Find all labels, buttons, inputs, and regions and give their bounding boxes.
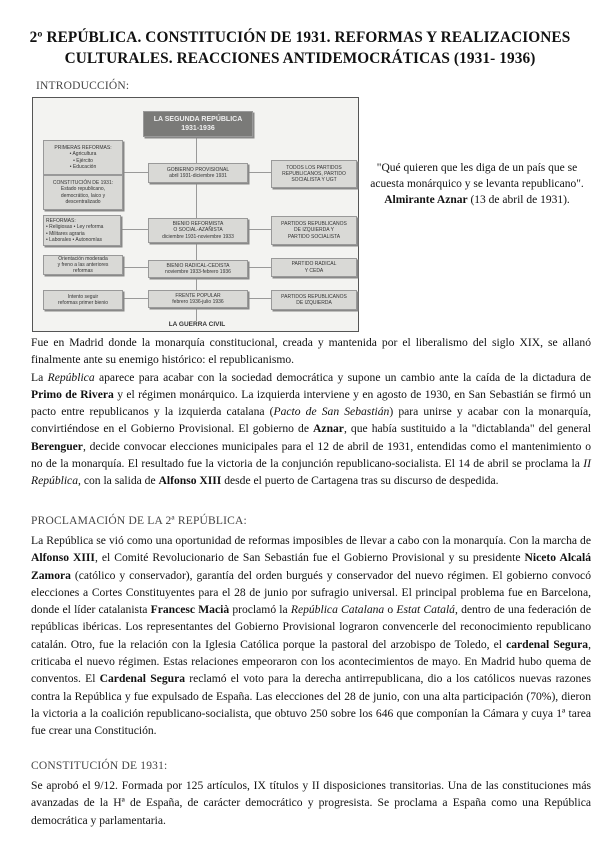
paragraph xyxy=(31,532,591,740)
diagram-connector xyxy=(121,267,148,268)
bold-text: Aznar xyxy=(313,422,344,436)
diagram-connector xyxy=(121,229,148,230)
text-run: Se aprobó el 9/12. Formada por 125 artículos, IX títulos y II disposiciones transitorias. Una de las constituciones más avanzadas de la Hª de España, de carácter democrático y progresista. Se proclama a España como una República democrática y parlamentaria. xyxy=(31,779,591,827)
diagram-connector xyxy=(246,229,271,230)
diagram-left-box: REFORMAS: • Religiosas • Ley reforma • Militares agraria • Laborales • Autonomías xyxy=(43,215,121,246)
diagram-period-box: BIENIO REFORMISTA O SOCIAL-AZAÑISTA diciembre 1931-noviembre 1933 xyxy=(148,218,248,243)
text-run: ) para unirse y acabar con la monarquía, convirtiéndose en el Gobierno Provisional. El gobierno de xyxy=(31,405,591,436)
diagram-left-box: Intento seguir reformas primer bienio xyxy=(43,290,123,310)
quote-date: (13 de abril de 1931). xyxy=(470,194,570,206)
bold-text: cardenal Segura xyxy=(506,637,589,651)
italic-text: Pacto de San Sebastián xyxy=(273,405,390,419)
bold-text: Primo de Rivera xyxy=(31,387,114,401)
quote-block xyxy=(362,160,592,208)
diagram-end-label: LA GUERRA CIVIL xyxy=(168,321,226,328)
diagram-left-box: CONSTITUCIÓN DE 1931: Estado republicano, democrático, laico y descentralizado xyxy=(43,175,123,210)
text-run: , decide convocar elecciones municipales para el 12 de abril de 1931, entendidas como el mantenimiento o no de la monarquía. El resultado fue la victoria de la conjunción republicano-socialista. El 14 de abril se proclama la xyxy=(31,439,591,471)
diagram-left-box: PRIMERAS REFORMAS: • Agricultura • Ejército • Educación xyxy=(43,140,123,175)
text-run: proclamó la xyxy=(229,603,291,617)
diagram-period-box: FRENTE POPULAR febrero 1936-julio 1936 xyxy=(148,290,248,308)
title-line-2: CULTURALES. REACCIONES ANTIDEMOCRÁTICAS (1931- 1936) xyxy=(64,50,536,67)
bold-text: Alfonso XIII xyxy=(31,551,95,565)
paragraph xyxy=(31,369,591,490)
text-run: (católico y conservador), garantía del orden burgués y conservador del nuevo régimen. El gobierno convocó elecciones a Cortes Constituyentes para el 28 de junio por sufragio universal. El principal problema fue en Barcelona, donde el líder catalanista xyxy=(31,568,591,617)
italic-text: Estat Catalá xyxy=(396,603,455,617)
diagram-right-box: PARTIDO RADICAL Y CEDA xyxy=(271,258,357,277)
paragraph xyxy=(31,334,591,369)
diagram-period-box: GOBIERNO PROVISIONAL abril 1931-diciembre 1931 xyxy=(148,163,248,183)
bold-text: Alfonso XIII xyxy=(158,474,222,488)
text-run: La xyxy=(31,370,48,384)
diagram-period-box: BIENIO RADICAL-CEDISTA noviembre 1933-febrero 1936 xyxy=(148,260,248,278)
italic-text: República Catalana xyxy=(290,603,385,617)
italic-text: II República xyxy=(31,457,591,488)
quote-text: "Qué quieren que les diga de un país que se acuesta monárquico y se levanta republicano". xyxy=(370,162,584,190)
title-line-1: 2º REPÚBLICA. CONSTITUCIÓN DE 1931. REFORMAS Y REALIZACIONES xyxy=(29,29,571,46)
intro-paragraphs xyxy=(31,334,591,490)
bold-text: Berenguer xyxy=(31,439,83,453)
paragraph xyxy=(31,777,591,829)
text-run: , el Comité Revolucionario de San Sebastián fue el Gobierno Provisional y su presidente xyxy=(94,551,525,565)
italic-text: República xyxy=(47,370,95,384)
diagram-connector xyxy=(121,172,148,173)
diagram-right-box: PARTIDOS REPUBLICANOS DE IZQUIERDA Y PARTIDO SOCIALISTA xyxy=(271,216,357,245)
section-heading-proclamacion: PROCLAMACIÓN DE LA 2ª REPÚBLICA: xyxy=(31,515,247,527)
diagram-connector xyxy=(121,298,148,299)
diagram-left-box: Orientación moderada y freno a las anteriores reformas xyxy=(43,255,123,275)
diagram-right-box: PARTIDOS REPUBLICANOS DE IZQUIERDA xyxy=(271,290,357,310)
text-run: La República se vió como una oportunidad de reformas imposibles de llevar a cabo con la monarquía. Con la marcha de xyxy=(31,534,591,547)
text-run: , con la salida de xyxy=(78,474,159,488)
diagram-right-box: TODOS LOS PARTIDOS REPUBLICANOS, PARTIDO SOCIALISTA Y UGT xyxy=(271,160,357,188)
bold-text: Francesc Macià xyxy=(150,603,230,617)
document-title xyxy=(20,27,580,69)
quote-author: Almirante Aznar xyxy=(384,194,468,206)
text-run: , criticaba el nuevo régimen. Estas relaciones empeoraron con los acontecimientos de mayo. En Madrid hubo quema de conventos. El xyxy=(31,637,592,686)
bold-text: Niceto Alcalá Zamora xyxy=(31,551,592,582)
diagram-connector xyxy=(246,267,271,268)
bold-text: Cardenal Segura xyxy=(99,672,186,686)
text-run: Fue en Madrid donde la monarquía constitucional, creada y mantenida por el liberalismo del siglo XIX, se allanó finalmente ante su enemigo histórico: el republicanismo. xyxy=(31,336,591,367)
text-run: reclamó el voto para la derecha antirrepublicana, dio a los católicos nuevas razones contra la República y fue expulsado de España. Las elecciones del 28 de junio, con una alta participación (70%), dieron la victoria a la coalición republicano-socialista, que obtuvo 250 sobre los 646 que componían la Cámara y cuya 1ª tarea fue crear una Constitución. xyxy=(31,672,591,738)
text-run: aparece para acabar con la sociedad democrática y supone un cambio ante la caída de la dictadura de xyxy=(94,370,591,384)
quote-attribution xyxy=(362,192,592,208)
section-heading-intro: INTRODUCCIÓN: xyxy=(36,80,130,92)
text-run: o xyxy=(384,603,397,617)
text-run: , que había sustituido a la "dictablanda" del general xyxy=(343,422,592,436)
republic-timeline-diagram xyxy=(32,97,359,332)
diagram-title-box: LA SEGUNDA REPÚBLICA 1931-1936 xyxy=(143,111,253,137)
text-run: y el régimen monárquico. La izquierda interviene y en agosto de 1930, en San Sebastián se firmó un pacto entre republicanos y la izquierda catalana ( xyxy=(31,387,592,419)
diagram-connector xyxy=(246,172,271,173)
text-run: , dentro de una federación de repúblicas ibéricas. Los representantes del Gobierno Provisional lograron convencerle del reconocimiento republicano catalán. Otro, fue la relación con la Iglesia Católica porque la pastoral del arzobispo de Toledo, el xyxy=(31,603,591,651)
diagram-connector xyxy=(246,298,271,299)
section-heading-constitucion: CONSTITUCIÓN DE 1931: xyxy=(31,760,168,772)
text-run: desde el puerto de Cartagena tras su discurso de despedida. xyxy=(221,474,499,488)
